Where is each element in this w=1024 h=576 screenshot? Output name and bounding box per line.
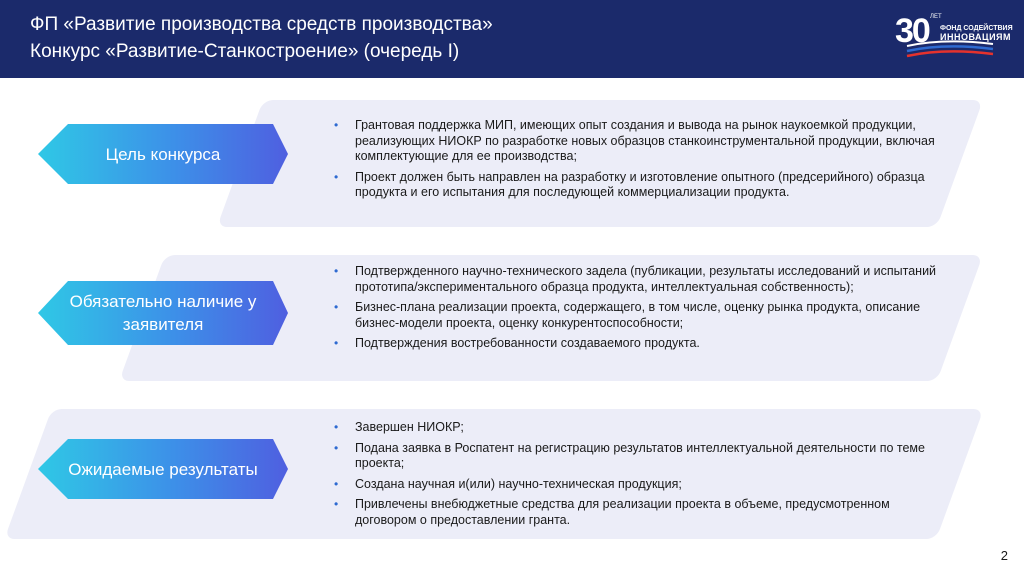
section-label: Цель конкурса	[105, 144, 221, 164]
slide-title-line2: Конкурс «Развитие-Станкостроение» (очередь I)	[30, 41, 460, 62]
list-item: • Привлечены внебюджетные средства для реализации проекта в объеме, предусмотренном договором о предоставлении гранта.	[334, 497, 890, 527]
section-list-results	[331, 420, 941, 533]
list-item: • Проект должен быть направлен на разработку и изготовление опытного (предсерийного) образца продукта и его испытания для последующей коммерциализации продукта.	[334, 169, 925, 199]
section-label: Обязательно наличие у заявителя	[69, 292, 257, 334]
logo-number: 30	[895, 12, 929, 50]
list-item: • Грантовая поддержка МИП, имеющих опыт создания и вывода на рынок наукоемкой продукции, реализующих НИОКР по разработке новых образцов станкоинструментальной продукции, включая комплектующие для ее производства;	[334, 118, 935, 163]
list-item: • Подтверждения востребованности создаваемого продукта.	[334, 336, 700, 350]
section-list-requirements	[331, 264, 941, 357]
section-tab-goal	[38, 124, 288, 184]
fund-logo	[895, 12, 1013, 64]
list-item: • Бизнес-плана реализации проекта, содержащего, в том числе, оценку рынка продукта, описание бизнес-модели проекта, оценку конкурентоспособности;	[334, 300, 921, 330]
list-item: • Создана научная и(или) научно-техническая продукция;	[334, 476, 682, 491]
list-item: • Подтвержденного научно-технического задела (публикации, результаты исследований и испытаний прототипа/экспериментального образца продукта, интеллектуальная собственность);	[334, 264, 937, 294]
list-item: • Подана заявка в Роспатент на регистрацию результатов интеллектуальной деятельности по теме проекта;	[334, 440, 925, 470]
list-item: • Завершен НИОКР;	[334, 420, 464, 434]
logo-text-line1: ФОНД СОДЕЙСТВИЯ	[940, 25, 1013, 32]
section-tab-requirements	[38, 281, 288, 345]
section-list-goal	[331, 118, 941, 206]
section-label: Ожидаемые результаты	[68, 459, 258, 479]
logo-flag-swoosh-icon	[905, 40, 995, 60]
slide-title-line1: ФП «Развитие производства средств производства»	[30, 14, 493, 35]
page-number: 2	[1000, 548, 1008, 563]
section-tab-results	[38, 439, 288, 499]
logo-small-text: ЛЕТ	[930, 14, 942, 20]
header-bar	[0, 0, 1024, 78]
logo-text-line2: ИННОВАЦИЯМ	[940, 32, 1012, 42]
